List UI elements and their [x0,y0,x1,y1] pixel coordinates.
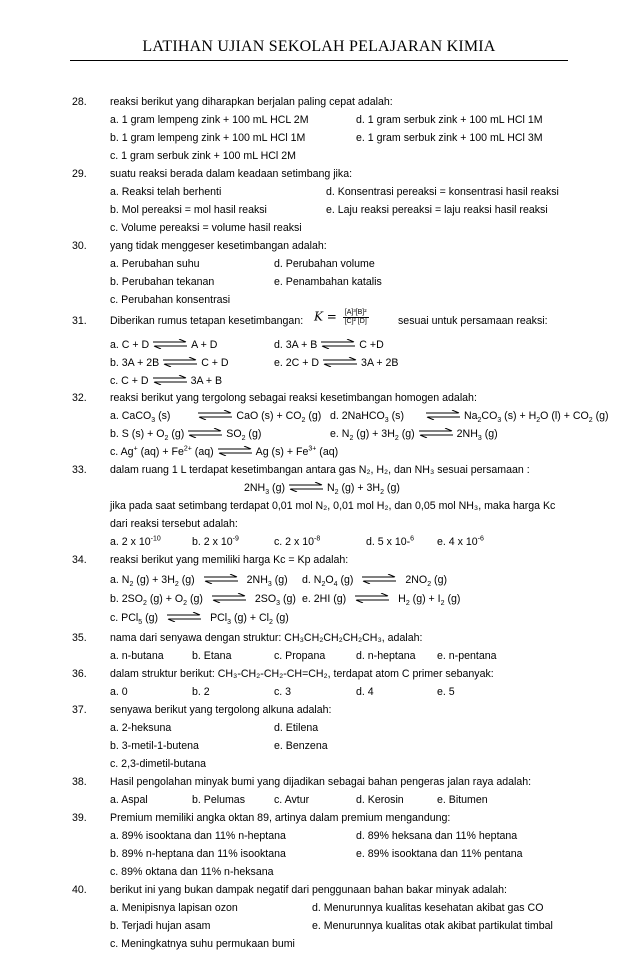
option-c: c. Meningkatnya suhu permukaan bumi [110,938,295,950]
equilibrium-arrow-icon [350,593,394,603]
option-c: c. Volume pereaksi = volume hasil reaksi [110,222,302,234]
question-number: 37. [72,704,87,716]
option-c: c. Perubahan konsentrasi [110,294,231,306]
products: C + D [201,357,229,369]
question-text: dalam struktur berikut: CH₃-CH₂-CH₂-CH=CH₂, terdapat atom C primer sebanyak: [110,668,494,680]
option-c: c. PCl$_5$ (g) PCl$_3$ $(g) + Cl_2$ (g) [110,612,289,627]
equilibrium-arrow-icon [199,574,243,584]
question-text: jika pada saat setimbang terdapat 0,01 mol N₂, 0,01 mol H₂, dan 0,05 mol NH₃, maka harga Kc [110,500,556,512]
option-b: b. S $(s) + O_2$ (g) $SO_2$ (g) [110,428,262,443]
equilibrium-arrow-icon [289,482,323,492]
equilibrium-arrow-icon [321,339,355,349]
question-number: 36. [72,668,87,680]
reactants: b. 3A + 2B [110,357,160,369]
option-b: b. Etana [192,650,232,662]
option-d: d. 4 [356,686,374,698]
products: 3A + 2B [361,357,399,369]
products: A + D [191,339,218,351]
option-b: b. 3-metil-1-butena [110,740,199,752]
question-text: nama dari senyawa dengan struktur: CH₃CH₂CH₂CH₂CH₃, adalah: [110,632,423,644]
equilibrium-arrow-icon [153,375,187,385]
question-text: Diberikan rumus tetapan kesetimbangan: [110,315,304,327]
reactants: d. 3A + B [274,339,318,351]
option-e: e. 2HI (g) $H_2$ $(g) + I_2$ (g) [302,593,461,608]
question-number: 40. [72,884,87,896]
question-text: berikut ini yang bukan dampak negatif dari penggunaan bahan bakar minyak adalah: [110,884,507,896]
option-d: d. 1 gram serbuk zink + 100 mL HCl 1M [356,114,543,126]
option-d: d. 89% heksana dan 11% heptana [356,830,518,842]
option-a: a. 2 x $10^{-10}$ [110,535,161,548]
equilibrium-arrow-icon [153,339,187,349]
option-e: e. 89% isooktana dan 11% pentana [356,848,523,860]
fraction-numerator: [A]³[B]² [344,309,367,316]
reactants: a. C + D [110,339,150,351]
equilibrium-arrow-icon [188,428,222,438]
option-e: e. n-pentana [437,650,497,662]
products: C +D [359,339,384,351]
question-number: 30. [72,240,87,252]
question-text-tail: sesuai untuk persamaan reaksi: [398,315,548,327]
question-number: 32. [72,392,87,404]
kc-formula [314,309,369,326]
option-b: b. Perubahan tekanan [110,276,215,288]
question-number: 31. [72,315,87,327]
equilibrium-arrow-icon [198,410,232,420]
option-d: d. 2NaHCO$_3$ (s) $Na_2CO_3$ $(s) + H_2O$ $(l) + CO_2$ (g) [330,410,609,425]
question-number: 38. [72,776,87,788]
question-text: reaksi berikut yang memiliki harga Kc = Kp adalah: [110,554,349,566]
option-e: e. Menurunnya kualitas otak akibat partikulat timbal [312,920,553,932]
option-c: c. 2,3-dimetil-butana [110,758,206,770]
option-d: d. Perubahan volume [274,258,375,270]
page-title: LATIHAN UJIAN SEKOLAH PELAJARAN KIMIA [142,38,496,55]
option-b: b. 2 [192,686,210,698]
option-d [274,339,384,352]
option-a: a. 1 gram lempeng zink + 100 mL HCL 2M [110,114,309,126]
option-a: a. Perubahan suhu [110,258,200,270]
question-text: Premium memiliki angka oktan 89, artinya dalam premium mengandung: [110,812,451,824]
option-a: a. Reaksi telah berhenti [110,186,222,198]
option-c: c. Propana [274,650,326,662]
question-number: 34. [72,554,87,566]
reactants: e. 2C + D [274,357,320,369]
option-b: b. Pelumas [192,794,245,806]
question-text: reaksi berikut yang diharapkan berjalan paling cepat adalah: [110,96,393,108]
option-e: e. $N_2$ $(g) + 3H_2$ (g) $2NH_3$ (g) [330,428,498,443]
option-e: e. Penambahan katalis [274,276,382,288]
k-symbol: K = [314,309,337,324]
title-underline [70,60,568,61]
option-a: a. $N_2$ $(g) + 3H_2$ (g) $2NH_3$ (g) [110,574,288,589]
option-c: c. Ag+ $(aq) + Fe^{2+}$ (aq) Ag $(s) + Fe^{3+}$ (aq) [110,445,339,458]
option-e: e. Bitumen [437,794,488,806]
option-d: d. Menurunnya kualitas kesehatan akibat gas CO [312,902,544,914]
option-d: d. n-heptana [356,650,416,662]
option-e [274,357,398,370]
option-a: a. 2-heksuna [110,722,172,734]
question-text: senyawa berikut yang tergolong alkuna adalah: [110,704,332,716]
option-e: e. Benzena [274,740,328,752]
option-c: c. 3 [274,686,292,698]
option-d: d. 5 x 10-$^6$ [366,535,415,548]
question-number: 39. [72,812,87,824]
question-number: 28. [72,96,87,108]
option-e: e. 4 x $10^{-6}$ [437,535,484,548]
option-a: a. Menipisnya lapisan ozon [110,902,238,914]
question-text: yang tidak menggeser kesetimbangan adalah: [110,240,327,252]
option-c: c. 2 x $10^{-8}$ [274,535,321,548]
option-d: d. Kerosin [356,794,404,806]
equilibrium-arrow-icon [207,593,251,603]
option-b: b. $2SO_2$ $(g) + O_2$ (g) $2SO_3$ (g) [110,593,296,608]
option-a [110,339,217,352]
option-e: e. Laju reaksi pereaksi = laju reaksi hasil reaksi [326,204,548,216]
question-number: 33. [72,464,87,476]
equilibrium-arrow-icon [323,357,357,367]
question-text: dari reaksi tersebut adalah: [110,518,238,530]
option-b: b. 89% n-heptana dan 11% isooktana [110,848,286,860]
option-e: e. 5 [437,686,455,698]
option-c: c. 1 gram serbuk zink + 100 mL HCl 2M [110,150,296,162]
option-e: e. 1 gram serbuk zink + 100 mL HCl 3M [356,132,543,144]
question-text: Hasil pengolahan minyak bumi yang dijadikan sebagai bahan pengeras jalan raya adalah: [110,776,532,788]
equilibrium-arrow-icon [218,446,252,456]
products: 3A + B [190,375,223,387]
option-c: c. Avtur [274,794,310,806]
option-d: d. Etilena [274,722,319,734]
equilibrium-arrow-icon [419,428,453,438]
option-a: a. n-butana [110,650,164,662]
option-a: a. 89% isooktana dan 11% n-heptana [110,830,286,842]
question-text: reaksi berikut yang tergolong sebagai reaksi kesetimbangan homogen adalah: [110,392,477,404]
reaction-equation: $2NH_3$ (g) $N_2$ $(g) + 3H_2$ (g) [244,482,400,497]
option-d: d. Konsentrasi pereaksi = konsentrasi hasil reaksi [326,186,559,198]
option-b: b. 2 x $10^{-9}$ [192,535,239,548]
fraction-denominator: [C]² [D] [344,318,367,325]
equilibrium-arrow-icon [357,574,401,584]
option-b: b. Mol pereaksi = mol hasil reaksi [110,204,267,216]
equilibrium-arrow-icon [163,357,197,367]
option-c: c. 89% oktana dan 11% n-heksana [110,866,274,878]
kc-fraction [343,309,369,326]
equilibrium-arrow-icon [426,410,460,420]
option-b: b. 1 gram lempeng zink + 100 mL HCl 1M [110,132,306,144]
question-number: 35. [72,632,87,644]
question-number: 29. [72,168,87,180]
option-a: a. CaCO$_3$ (s) CaO $(s) + CO_2$ (g) [110,410,322,425]
question-text: suatu reaksi berada dalam keadaan setimbang jika: [110,168,353,180]
option-d: d. $N_2O_4$ (g) $2NO_2$ (g) [302,574,447,589]
reactants: c. C + D [110,375,149,387]
option-a: a. 0 [110,686,128,698]
option-b: b. Terjadi hujan asam [110,920,211,932]
option-c [110,375,222,388]
equilibrium-arrow-icon [162,612,206,622]
option-a: a. Aspal [110,794,148,806]
question-text: dalam ruang 1 L terdapat kesetimbangan antara gas N₂, H₂, dan NH₃ sesuai persamaan : [110,464,530,476]
option-b [110,357,229,370]
